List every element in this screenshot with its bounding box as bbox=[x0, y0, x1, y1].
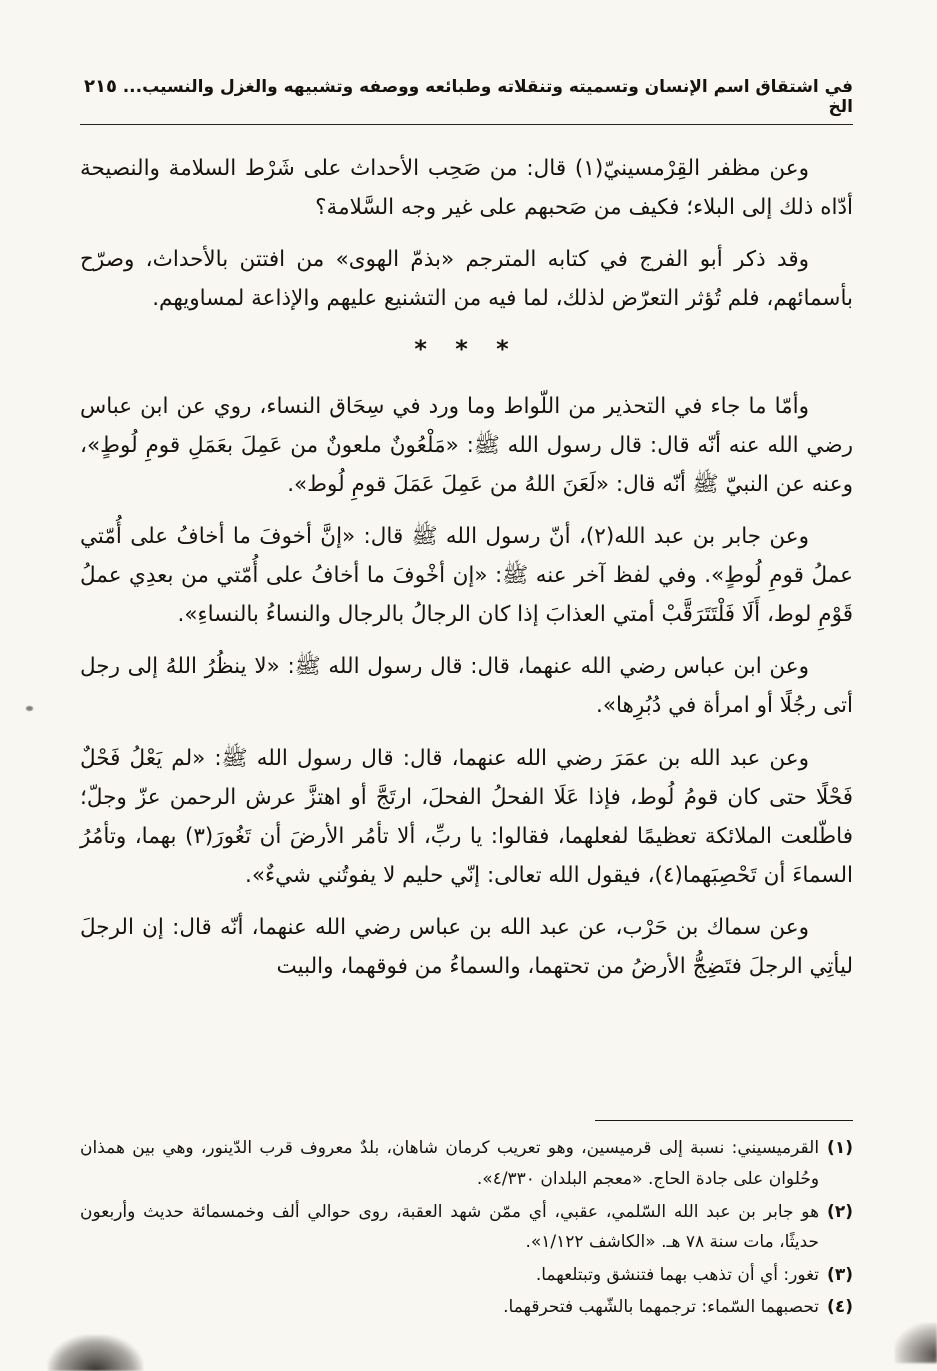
page-header bbox=[80, 76, 853, 117]
footnote-3 bbox=[80, 1260, 853, 1291]
footnote-text: هو جابر بن عبد الله السّلمي، عقبي، أي ممّن شهد العقبة، روى حوالي ألف وخمسمائة حديث وأربعون حديثًا، مات سنة ٧٨ هـ. «الكاشف ١/١٢٢». bbox=[80, 1201, 820, 1253]
main-text bbox=[80, 149, 853, 999]
footnotes-list bbox=[80, 1133, 853, 1323]
scan-artifact-bottom-left bbox=[48, 1335, 143, 1371]
paragraph-7: وعن سماك بن حَرْب، عن عبد الله بن عباس رضي الله عنهما، أنّه قال: إن الرجلَ ليأتِي الرجلَ فتَضِجُّ الأرضُ من تحتهما، والسماءُ من فوقهما، والبيت bbox=[80, 915, 853, 980]
footnote-marker: (٤) bbox=[827, 1297, 853, 1318]
running-head-title: في اشتقاق اسم الإنسان وتسميته وتنقلاته وطبائعه ووصفه وتشبيهه والغزل والنسيب... الخ bbox=[122, 77, 853, 117]
footnote-marker: (٢) bbox=[827, 1201, 853, 1222]
footnote-4 bbox=[80, 1292, 853, 1323]
footnote-text: تحصبهما السّماء: ترجمهما بالشّهب فتحرقهما. bbox=[503, 1297, 820, 1318]
page-number: ٢١٥ bbox=[84, 76, 117, 97]
scan-artifact-margin-dot bbox=[26, 706, 33, 711]
footnote-marker: (٣) bbox=[827, 1264, 853, 1285]
paragraph-5: وعن ابن عباس رضي الله عنهما، قال: قال رسول الله ﷺ: «لا ينظُرُ اللهُ إلى رجل أتى رجُلًا أو امرأة في دُبُرِها». bbox=[80, 654, 853, 719]
section-separator: * * * bbox=[414, 334, 519, 363]
footnote-1 bbox=[80, 1133, 853, 1194]
footnote-text: تغور: أي أن تذهب بهما فتنشق وتبتلعهما. bbox=[535, 1264, 820, 1285]
scan-artifact-bottom-right bbox=[895, 1323, 937, 1363]
paragraph-4: وعن جابر بن عبد الله(٢)، أنّ رسول الله ﷺ قال: «إنَّ أخوفَ ما أخافُ على أُمّتي عملُ قومِ لُوطٍ». وفي لفظ آخر عنه ﷺ: «إن أخْوفَ ما أخافُ على أُمّتي من بعدِي عملُ قَوْمِ لوط، أَلَا فَلْتَتَرَقَّبْ أمتي العذابَ إذا كان الرجالُ بالرجال والنساءُ بالنساءِ». bbox=[80, 523, 853, 628]
footnote-2 bbox=[80, 1197, 853, 1258]
paragraph-2: وقد ذكر أبو الفرج في كتابه المترجم «بذمّ الهوى» من افتتن بالأحداث، وصرّح بأسمائهم، فلم تُؤثر التعرّض لذلك، لما فيه من التشنيع عليهم والإذاعة لمساويهم. bbox=[80, 247, 853, 312]
footnotes-section bbox=[80, 1120, 853, 1325]
footnote-marker: (١) bbox=[827, 1138, 853, 1159]
paragraph-3: وأمّا ما جاء في التحذير من اللّواط وما ورد في سِحَاق النساء، روي عن ابن عباس رضي الله عنه أنّه قال: قال رسول الله ﷺ: «مَلْعُونٌ ملعونٌ من عَمِلَ بعَمَلِ قومِ لُوطٍ»، وعنه عن النبيّ ﷺ أنّه قال: «لَعَنَ اللهُ من عَمِلَ عَمَلَ قومِ لُوط». bbox=[80, 393, 853, 497]
header-rule bbox=[80, 124, 853, 125]
paragraph-6: وعن عبد الله بن عمَرَ رضي الله عنهما، قال: قال رسول الله ﷺ: «لم يَعْلُ فَحْلٌ فَحْلًا حتى كان قومُ لُوط، فإذا عَلَا الفحلُ الفحلَ، ارتَجَّ أو اهتزَّ عرش الرحمن عزّ وجلّ؛ فاطّلعت الملائكة تعظيمًا لفعلهما، فقالوا: يا ربِّ، ألا تأمُر الأرضَ أن تَغُورَ(٣) بهما، وتأمُرُ السماءَ أن تَحْصِبَهما(٤)، فيقول الله تعالى: إنّي حليم لا يفوتُني شيءٌ». bbox=[80, 745, 853, 888]
paragraph-1: وعن مظفر القِرْمسينيّ(١) قال: من صَحِب الأحداث على شَرْط السلامة والنصيحة أدّاه ذلك إلى البلاء؛ فكيف من صَحبهم على غير وجه السَّلامة؟ bbox=[80, 156, 853, 221]
footnote-text: القرميسيني: نسبة إلى قرميسين، وهو تعريب كرمان شاهان، بلدٌ معروف قرب الدّينور، وهي بين همذان وحُلوان على جادة الحاج. «معجم البلدان ٤/٣٣٠». bbox=[80, 1138, 820, 1190]
footnote-rule bbox=[595, 1120, 853, 1121]
